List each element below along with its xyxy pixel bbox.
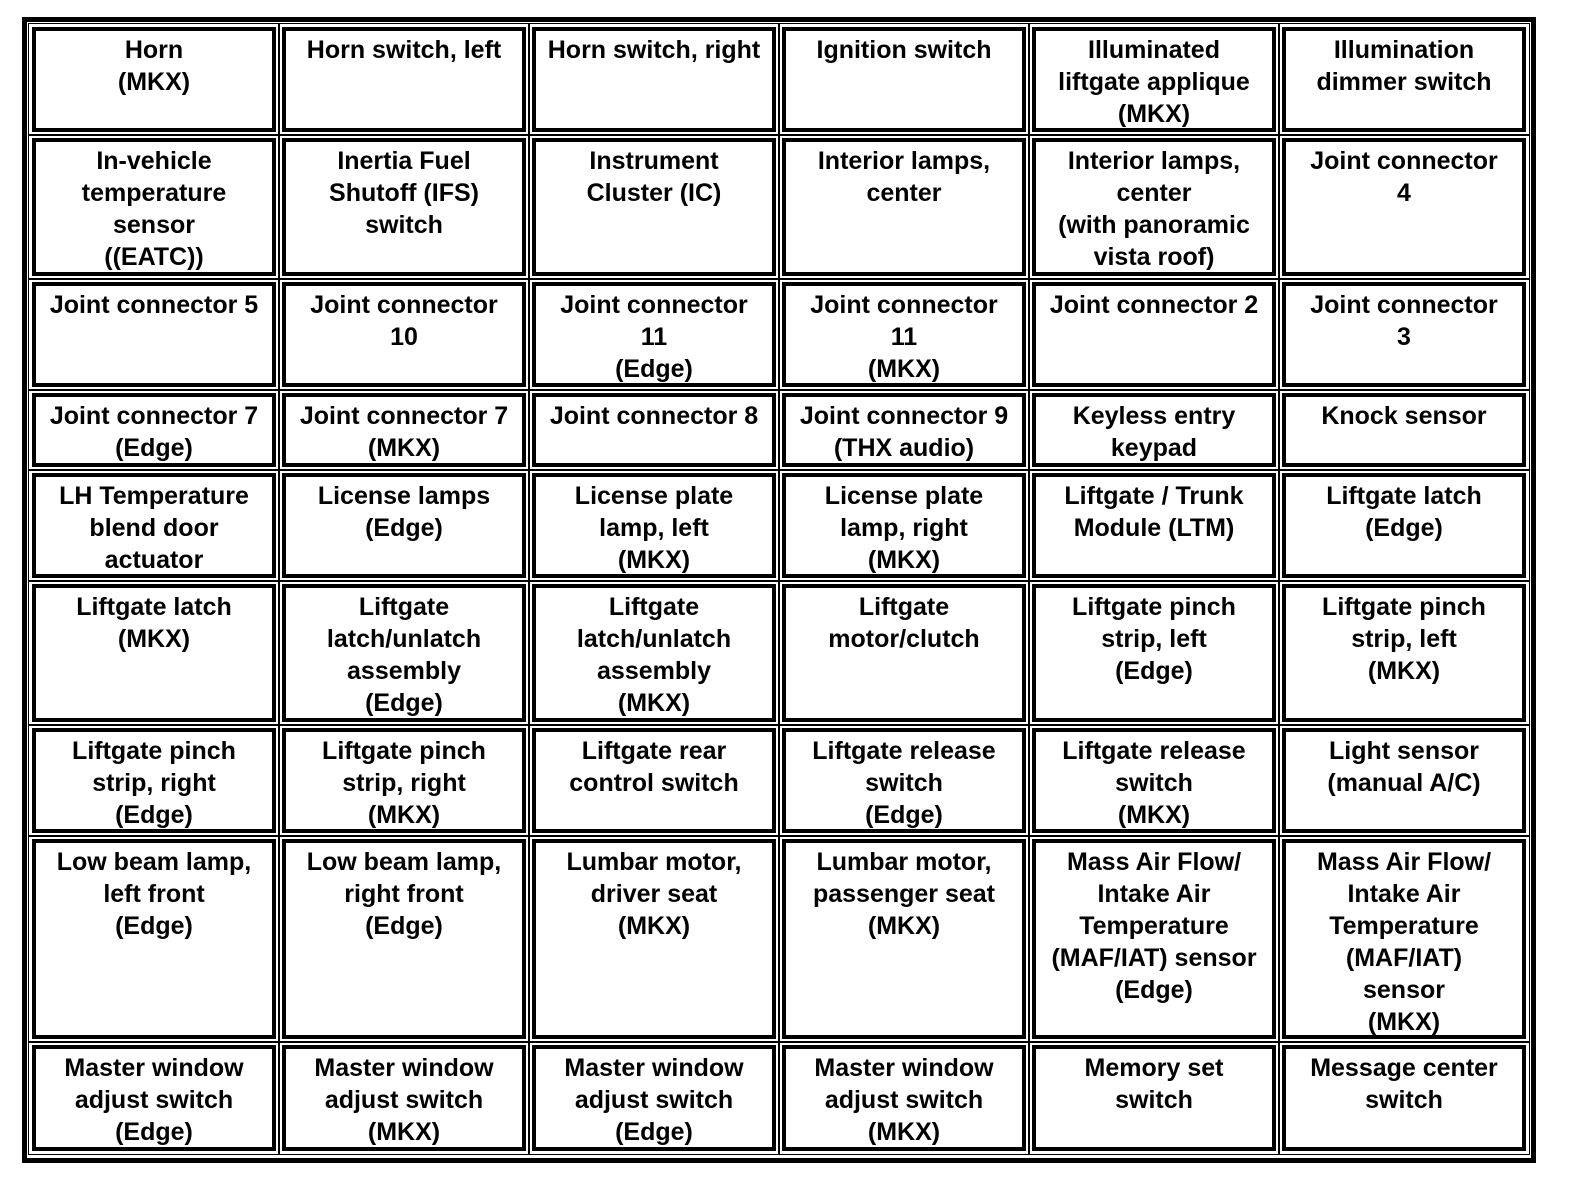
cell-label-line: (MKX) bbox=[1367, 657, 1441, 685]
cell-label-line: (MKX) bbox=[867, 355, 941, 383]
cell-label-line: adjust switch bbox=[824, 1086, 984, 1114]
table-cell bbox=[282, 393, 526, 467]
cell-label-line: (MKX) bbox=[867, 1118, 941, 1146]
cell-label-line: (Edge) bbox=[365, 514, 443, 542]
cell-label-line: Inertia Fuel bbox=[337, 147, 471, 175]
cell-label-line: (Edge) bbox=[115, 1118, 193, 1146]
cell-label-line: Joint connector 8 bbox=[549, 402, 759, 430]
cell-label-line: (MKX) bbox=[117, 68, 191, 96]
table-cell bbox=[32, 138, 276, 276]
cell-label-line: Liftgate pinch bbox=[1322, 593, 1486, 621]
cell-label-line: (MKX) bbox=[617, 546, 691, 574]
cell-label-line: ((EATC)) bbox=[104, 243, 204, 271]
cell-label-line: Liftgate bbox=[358, 593, 450, 621]
cell-label-line: passenger seat bbox=[812, 880, 996, 908]
cell-label-line: left front bbox=[103, 880, 205, 908]
table-cell bbox=[782, 839, 1026, 1039]
table-cell bbox=[782, 282, 1026, 387]
cell-label-line: Joint connector bbox=[810, 291, 998, 319]
cell-label-line: Cluster (IC) bbox=[586, 179, 722, 207]
cell-label-line: Horn switch, left bbox=[306, 36, 502, 64]
cell-label-line: switch bbox=[1365, 1086, 1443, 1114]
cell-label-line: driver seat bbox=[590, 880, 718, 908]
cell-label-line: strip, left bbox=[1101, 625, 1207, 653]
cell-label-line: switch bbox=[1115, 1086, 1193, 1114]
cell-label-line: (MKX) bbox=[117, 625, 191, 653]
table-cell bbox=[532, 27, 776, 132]
table-cell bbox=[782, 393, 1026, 467]
table-cell bbox=[1032, 473, 1276, 578]
cell-label-line: License plate bbox=[824, 482, 984, 510]
cell-label-line: actuator bbox=[104, 546, 204, 574]
table-cell bbox=[532, 1045, 776, 1151]
cell-label-line: Liftgate latch bbox=[1326, 482, 1482, 510]
cell-label-line: Master window bbox=[814, 1054, 994, 1082]
cell-label-line: Illumination bbox=[1333, 36, 1475, 64]
table-cell bbox=[1282, 1045, 1526, 1151]
cell-label-line: control switch bbox=[569, 769, 739, 797]
cell-label-line: temperature bbox=[81, 179, 227, 207]
cell-label-line: (Edge) bbox=[115, 434, 193, 462]
cell-label-line: (THX audio) bbox=[833, 434, 975, 462]
cell-label-line: (MKX) bbox=[1117, 100, 1191, 128]
cell-label-line: (MAF/IAT) bbox=[1345, 944, 1463, 972]
table-cell bbox=[32, 584, 276, 722]
table-cell bbox=[1032, 839, 1276, 1039]
table-cell bbox=[1282, 393, 1526, 467]
cell-label-line: (Edge) bbox=[115, 912, 193, 940]
cell-label-line: (Edge) bbox=[1115, 657, 1193, 685]
cell-label-line: (MKX) bbox=[367, 1118, 441, 1146]
cell-label-line: dimmer switch bbox=[1316, 68, 1492, 96]
cell-label-line: vista roof) bbox=[1093, 243, 1215, 271]
cell-label-line: Liftgate / Trunk bbox=[1064, 482, 1244, 510]
cell-label-line: Interior lamps, bbox=[1067, 147, 1241, 175]
table-cell bbox=[782, 27, 1026, 132]
cell-label-line: Liftgate pinch bbox=[72, 737, 236, 765]
cell-label-line: Liftgate pinch bbox=[1072, 593, 1236, 621]
cell-label-line: Joint connector 7 bbox=[49, 402, 259, 430]
cell-label-line: (MKX) bbox=[617, 912, 691, 940]
cell-label-line: Joint connector bbox=[310, 291, 498, 319]
cell-label-line: blend door bbox=[89, 514, 219, 542]
table-cell bbox=[1282, 282, 1526, 387]
table-cell bbox=[1032, 584, 1276, 722]
table-cell bbox=[1282, 27, 1526, 132]
cell-label-line: 10 bbox=[390, 323, 418, 351]
cell-label-line: Instrument bbox=[589, 147, 719, 175]
table-cell bbox=[532, 728, 776, 833]
cell-label-line: 3 bbox=[1397, 323, 1411, 351]
table-cell bbox=[32, 282, 276, 387]
table-cell bbox=[1032, 138, 1276, 276]
table-cell bbox=[1282, 138, 1526, 276]
table-cell bbox=[32, 393, 276, 467]
cell-label-line: Liftgate release bbox=[1062, 737, 1246, 765]
cell-label-line: sensor bbox=[113, 211, 195, 239]
cell-label-line: Keyless entry bbox=[1072, 402, 1236, 430]
cell-label-line: Ignition switch bbox=[816, 36, 992, 64]
cell-label-line: 11 bbox=[640, 323, 668, 351]
cell-label-line: Liftgate rear bbox=[581, 737, 727, 765]
cell-label-line: License lamps bbox=[317, 482, 491, 510]
table-cell bbox=[1282, 839, 1526, 1039]
cell-label-line: (MKX) bbox=[1367, 1008, 1441, 1036]
cell-label-line: Joint connector 2 bbox=[1049, 291, 1259, 319]
table-cell bbox=[282, 1045, 526, 1151]
cell-label-line: liftgate applique bbox=[1058, 68, 1250, 96]
cell-label-line: switch bbox=[365, 211, 443, 239]
table-cell bbox=[282, 282, 526, 387]
cell-label-line: 4 bbox=[1397, 179, 1411, 207]
cell-label-line: sensor bbox=[1363, 976, 1445, 1004]
table-cell bbox=[1032, 728, 1276, 833]
cell-label-line: (MKX) bbox=[617, 689, 691, 717]
table-cell bbox=[32, 1045, 276, 1151]
cell-label-line: switch bbox=[865, 769, 943, 797]
cell-label-line: Temperature bbox=[1329, 912, 1479, 940]
cell-label-line: Master window bbox=[64, 1054, 244, 1082]
cell-label-line: strip, right bbox=[342, 769, 466, 797]
table-cell bbox=[32, 27, 276, 132]
cell-label-line: lamp, left bbox=[599, 514, 709, 542]
cell-label-line: Liftgate release bbox=[812, 737, 996, 765]
cell-label-line: assembly bbox=[597, 657, 711, 685]
cell-label-line: Joint connector 7 bbox=[299, 402, 509, 430]
cell-label-line: Joint connector bbox=[1310, 291, 1498, 319]
cell-label-line: motor/clutch bbox=[828, 625, 980, 653]
cell-label-line: (Edge) bbox=[615, 1118, 693, 1146]
cell-label-line: (Edge) bbox=[1365, 514, 1443, 542]
table-cell bbox=[1282, 728, 1526, 833]
table-cell bbox=[782, 584, 1026, 722]
cell-label-line: LH Temperature bbox=[59, 482, 249, 510]
cell-label-line: adjust switch bbox=[574, 1086, 734, 1114]
cell-label-line: (manual A/C) bbox=[1327, 769, 1481, 797]
table-cell bbox=[282, 839, 526, 1039]
cell-label-line: Master window bbox=[314, 1054, 494, 1082]
table-cell bbox=[282, 473, 526, 578]
cell-label-line: Memory set bbox=[1084, 1054, 1224, 1082]
cell-label-line: Intake Air bbox=[1097, 880, 1211, 908]
cell-label-line: Liftgate bbox=[858, 593, 950, 621]
cell-label-line: Knock sensor bbox=[1321, 402, 1487, 430]
cell-label-line: Low beam lamp, bbox=[306, 848, 502, 876]
table-cell bbox=[282, 728, 526, 833]
cell-label-line: (Edge) bbox=[365, 912, 443, 940]
table-cell bbox=[282, 27, 526, 132]
cell-label-line: Joint connector bbox=[560, 291, 748, 319]
cell-label-line: Lumbar motor, bbox=[816, 848, 992, 876]
cell-label-line: Master window bbox=[564, 1054, 744, 1082]
cell-label-line: Light sensor bbox=[1328, 737, 1479, 765]
cell-label-line: strip, right bbox=[92, 769, 216, 797]
cell-label-line: Illuminated bbox=[1088, 36, 1220, 64]
table-cell bbox=[1282, 584, 1526, 722]
cell-label-line: (MKX) bbox=[367, 434, 441, 462]
cell-label-line: Intake Air bbox=[1347, 880, 1461, 908]
cell-label-line: (MKX) bbox=[1117, 801, 1191, 829]
table-cell bbox=[1032, 393, 1276, 467]
cell-label-line: switch bbox=[1115, 769, 1193, 797]
cell-label-line: (with panoramic bbox=[1058, 211, 1250, 239]
cell-label-line: (Edge) bbox=[115, 801, 193, 829]
cell-label-line: (Edge) bbox=[615, 355, 693, 383]
cell-label-line: In-vehicle bbox=[96, 147, 212, 175]
cell-label-line: Temperature bbox=[1079, 912, 1229, 940]
cell-label-line: (Edge) bbox=[865, 801, 943, 829]
cell-label-line: Liftgate pinch bbox=[322, 737, 486, 765]
cell-label-line: 11 bbox=[890, 323, 918, 351]
component-label-table bbox=[22, 17, 1536, 1163]
cell-label-line: Module (LTM) bbox=[1073, 514, 1235, 542]
cell-label-line: Low beam lamp, bbox=[56, 848, 252, 876]
cell-label-line: center bbox=[1116, 179, 1192, 207]
cell-label-line: Mass Air Flow/ bbox=[1316, 848, 1492, 876]
cell-label-line: Liftgate bbox=[608, 593, 700, 621]
table-cell bbox=[532, 138, 776, 276]
table-cell bbox=[782, 1045, 1026, 1151]
table-cell bbox=[532, 282, 776, 387]
table-cell bbox=[782, 728, 1026, 833]
table-cell bbox=[1032, 27, 1276, 132]
table-cell bbox=[782, 473, 1026, 578]
table-cell bbox=[32, 473, 276, 578]
cell-label-line: keypad bbox=[1110, 434, 1198, 462]
table-cell bbox=[32, 839, 276, 1039]
cell-label-line: (MKX) bbox=[867, 546, 941, 574]
cell-label-line: (MAF/IAT) sensor bbox=[1051, 944, 1257, 972]
cell-label-line: adjust switch bbox=[324, 1086, 484, 1114]
table-cell bbox=[532, 584, 776, 722]
cell-label-line: Horn bbox=[124, 36, 184, 64]
cell-label-line: Lumbar motor, bbox=[566, 848, 742, 876]
table-cell bbox=[782, 138, 1026, 276]
cell-label-line: License plate bbox=[574, 482, 734, 510]
table-cell bbox=[532, 393, 776, 467]
table-cell bbox=[282, 584, 526, 722]
table-cell bbox=[1032, 1045, 1276, 1151]
table-cell bbox=[32, 728, 276, 833]
cell-label-line: (MKX) bbox=[367, 801, 441, 829]
cell-label-line: (Edge) bbox=[1115, 976, 1193, 1004]
cell-label-line: Liftgate latch bbox=[76, 593, 232, 621]
table-cell bbox=[532, 839, 776, 1039]
cell-label-line: center bbox=[866, 179, 942, 207]
cell-label-line: latch/unlatch bbox=[326, 625, 482, 653]
cell-label-line: Horn switch, right bbox=[547, 36, 761, 64]
cell-label-line: Joint connector bbox=[1310, 147, 1498, 175]
cell-label-line: Joint connector 5 bbox=[49, 291, 259, 319]
table-cell bbox=[1282, 473, 1526, 578]
cell-label-line: Interior lamps, bbox=[817, 147, 991, 175]
cell-label-line: lamp, right bbox=[840, 514, 968, 542]
cell-label-line: right front bbox=[344, 880, 464, 908]
table-cell bbox=[282, 138, 526, 276]
cell-label-line: strip, left bbox=[1351, 625, 1457, 653]
cell-label-line: assembly bbox=[347, 657, 461, 685]
cell-label-line: (MKX) bbox=[867, 912, 941, 940]
cell-label-line: latch/unlatch bbox=[576, 625, 732, 653]
cell-label-line: adjust switch bbox=[74, 1086, 234, 1114]
cell-label-line: Mass Air Flow/ bbox=[1066, 848, 1242, 876]
table-cell bbox=[1032, 282, 1276, 387]
cell-label-line: (Edge) bbox=[365, 689, 443, 717]
cell-label-line: Message center bbox=[1310, 1054, 1498, 1082]
table-cell bbox=[532, 473, 776, 578]
cell-label-line: Joint connector 9 bbox=[799, 402, 1009, 430]
cell-label-line: Shutoff (IFS) bbox=[329, 179, 479, 207]
